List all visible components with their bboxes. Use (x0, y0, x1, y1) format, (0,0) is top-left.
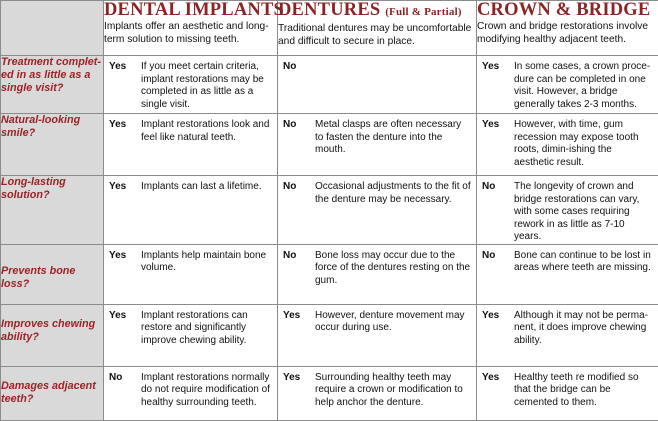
column-header-dental-implants (104, 1, 278, 56)
answer-text: The longevity of crown and bridge restorations can vary, with some cases requiring rework in as little as 7-10 years. (514, 181, 654, 244)
table-row (1, 244, 658, 304)
answer-label: Yes (482, 372, 514, 410)
column-title: DENTAL IMPLANTS (104, 0, 284, 20)
answer-text: Bone loss may occur due to the force of the dentures resting on the gum. (315, 250, 472, 288)
answer-text: Healthy teeth re modified so that the bridge can be cemented to them. (514, 372, 654, 410)
answer-text: However, denture movement may occur during use. (315, 310, 472, 335)
row-question: Natural-looking smile? (1, 114, 104, 176)
answer-text: Bone can continue to be lost in areas where teeth are missing. (514, 250, 654, 275)
answer-label: Yes (109, 119, 141, 144)
table-cell (477, 244, 658, 304)
table-cell (104, 304, 278, 366)
answer-text: Metal clasps are often necessary to fasten the denture into the mouth. (315, 119, 472, 157)
column-title: DENTURES (278, 0, 380, 20)
table-row (1, 114, 658, 176)
answer-label: Yes (482, 310, 514, 348)
answer-text: However, with time, gum recession may expose tooth roots, dimin-ishing the aesthetic result. (514, 119, 654, 169)
answer-label: Yes (482, 61, 514, 111)
row-question: Improves chewing ability? (1, 304, 104, 366)
table-cell (477, 366, 658, 420)
table-cell (278, 176, 477, 245)
table-row (1, 366, 658, 420)
answer-label: Yes (109, 61, 141, 111)
table-cell (104, 366, 278, 420)
table-cell (477, 176, 658, 245)
answer-text (315, 61, 472, 74)
answer-text: Surrounding healthy teeth may require a crown or modification to help anchor the denture. (315, 372, 472, 410)
answer-text: Implants can last a lifetime. (141, 181, 273, 194)
answer-label: No (283, 61, 315, 74)
table-cell (477, 304, 658, 366)
table-cell (104, 176, 278, 245)
answer-label: No (283, 119, 315, 157)
answer-text: Implant restorations look and feel like natural teeth. (141, 119, 273, 144)
answer-text: If you meet certain criteria, implant restorations may be completed in as little as a single visit. (141, 61, 273, 111)
table-cell (278, 56, 477, 114)
answer-text: In some cases, a crown proce-dure can be completed in one visit. However, a bridge generally takes 2-3 months. (514, 61, 654, 111)
answer-label: No (283, 250, 315, 288)
column-description: Traditional dentures may be uncomfortable and difficult to secure in place. (278, 23, 476, 48)
answer-text: Implant restorations can restore and significantly improve chewing ability. (141, 310, 273, 348)
table-cell (278, 366, 477, 420)
answer-label: No (482, 181, 514, 244)
table-cell (278, 114, 477, 176)
table-cell (278, 244, 477, 304)
answer-label: No (482, 250, 514, 275)
column-header-crown-bridge (477, 1, 658, 56)
corner-cell (1, 1, 104, 56)
column-description: Crown and bridge restorations involve modifying healthy adjacent teeth. (477, 21, 658, 46)
answer-label: Yes (109, 310, 141, 348)
row-question: Long-lasting solution? (1, 176, 104, 245)
row-question: Prevents bone loss? (1, 244, 104, 304)
column-title: CROWN & BRIDGE (477, 0, 650, 20)
table-cell (477, 56, 658, 114)
table-row (1, 56, 658, 114)
answer-label: Yes (482, 119, 514, 169)
column-subtitle: (Full & Partial) (385, 6, 462, 18)
answer-label: Yes (283, 372, 315, 410)
answer-text: Implant restorations normally do not require modification of healthy surrounding teeth. (141, 372, 273, 410)
answer-label: No (283, 181, 315, 206)
table-cell (104, 56, 278, 114)
table-cell (104, 114, 278, 176)
table-cell (104, 244, 278, 304)
answer-text: Implants help maintain bone volume. (141, 250, 273, 275)
answer-label: Yes (109, 181, 141, 194)
header-row (1, 1, 658, 56)
answer-label: Yes (283, 310, 315, 335)
column-description: Implants offer an aesthetic and long-term solution to missing teeth. (104, 21, 277, 46)
table-cell (278, 304, 477, 366)
answer-label: No (109, 372, 141, 410)
row-question: Damages adjacent teeth? (1, 366, 104, 420)
table-row (1, 304, 658, 366)
row-question: Treatment complet-ed in as little as a single visit? (1, 56, 104, 114)
table-row (1, 176, 658, 245)
table-cell (477, 114, 658, 176)
column-header-dentures (278, 1, 477, 56)
answer-text: Although it may not be perma-nent, it does improve chewing ability. (514, 310, 654, 348)
answer-label: Yes (109, 250, 141, 275)
answer-text: Occasional adjustments to the fit of the denture may be necessary. (315, 181, 472, 206)
